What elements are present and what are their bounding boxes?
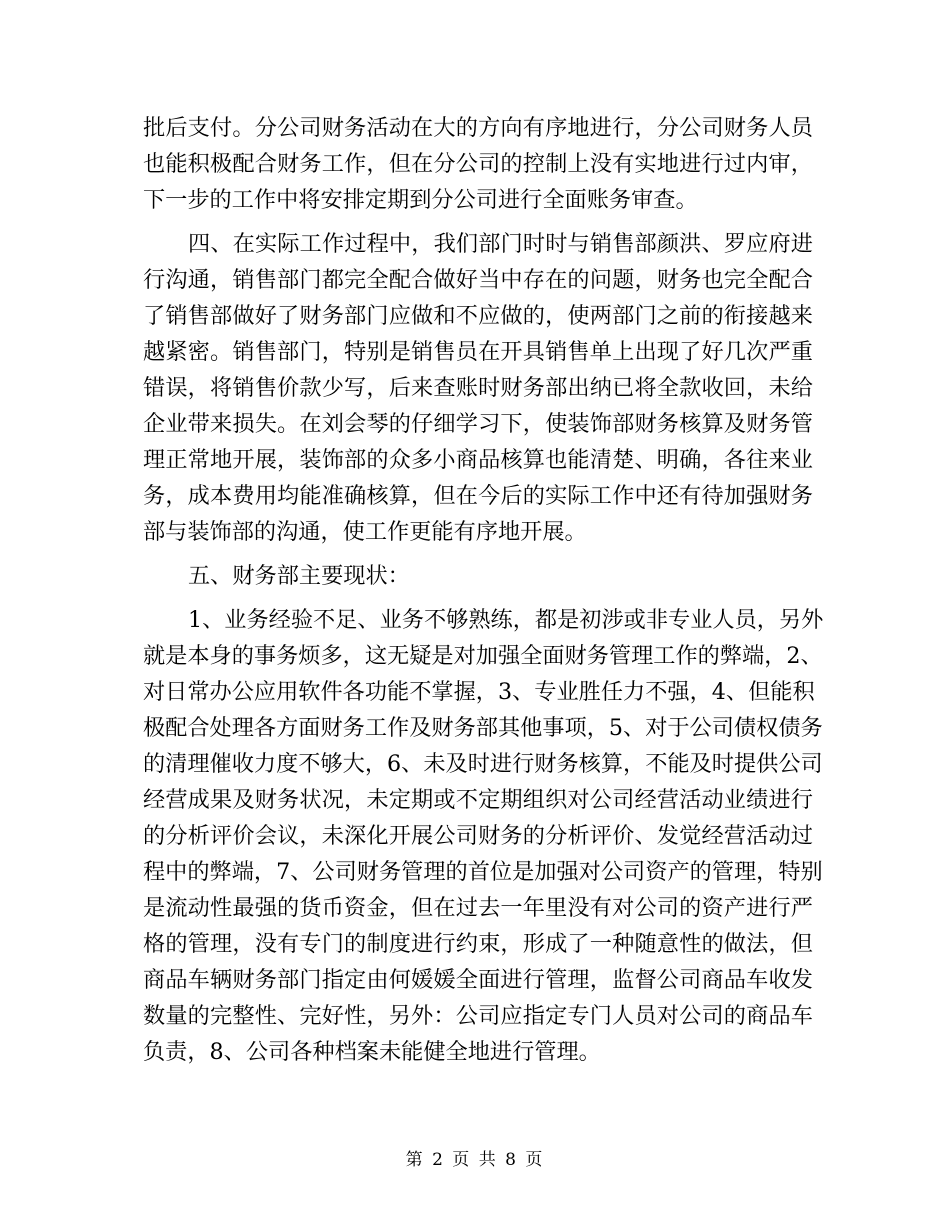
text-line: 负责，8、公司各种档案未能健全地进行管理。 [143,1039,601,1065]
text-line: 下一步的工作中将安排定期到分公司进行全面账务审查。 [143,187,698,213]
text-line: 理正常地开展，装饰部的众多小商品核算也能清楚、明确，各往来业 [143,447,813,473]
text-line: 是流动性最强的货币资金，但在过去一年里没有对公司的资产进行严 [143,895,813,921]
section-5-heading: 五、财务部主要现状： [188,563,410,589]
text-line: 错误，将销售价款少写，后来查账时财务部出纳已将全款收回，未给 [143,375,813,401]
text-line: 越紧密。销售部门，特别是销售员在开具销售单上出现了好几次严重 [143,339,813,365]
text-line: 商品车辆财务部门指定由何媛媛全面进行管理，监督公司商品车收发 [143,967,813,993]
text-line: 对日常办公应用软件各功能不掌握，3、专业胜任力不强，4、但能积 [143,679,815,705]
text-line: 批后支付。分公司财务活动在大的方向有序地进行，分公司财务人员 [143,115,813,141]
page-number-footer: 第 2 页 共 8 页 [405,1150,545,1170]
text-line: 经营成果及财务状况，未定期或不定期组织对公司经营活动业绩进行 [143,787,813,813]
text-line: 的清理催收力度不够大，6、未及时进行财务核算，不能及时提供公司 [143,751,823,777]
text-line: 程中的弊端，7、公司财务管理的首位是加强对公司资产的管理，特别 [143,859,823,885]
text-line: 行沟通，销售部门都完全配合做好当中存在的问题，财务也完全配合 [143,267,813,293]
text-line: 务，成本费用均能准确核算，但在今后的实际工作中还有待加强财务 [143,483,813,509]
text-line: 就是本身的事务烦多，这无疑是对加强全面财务管理工作的弊端，2、 [143,643,823,669]
text-line: 极配合处理各方面财务工作及财务部其他事项，5、对于公司债权债务 [143,715,823,741]
text-line: 了销售部做好了财务部门应做和不应做的，使两部门之前的衔接越来 [143,303,813,329]
paragraph-4-first-line: 四、在实际工作过程中，我们部门时时与销售部颜洪、罗应府进 [188,231,813,257]
text-line: 部与装饰部的沟通，使工作更能有序地开展。 [143,519,587,545]
text-line: 企业带来损失。在刘会琴的仔细学习下，使装饰部财务核算及财务管 [143,411,813,437]
text-line: 数量的完整性、完好性，另外：公司应指定专门人员对公司的商品车 [143,1003,813,1029]
text-line: 格的管理，没有专门的制度进行约束，形成了一种随意性的做法，但 [143,931,813,957]
text-line: 的分析评价会议，未深化开展公司财务的分析评价、发觉经营活动过 [143,823,813,849]
paragraph-5-first-line: 1、业务经验不足、业务不够熟练，都是初涉或非专业人员，另外 [188,607,824,633]
text-line: 也能积极配合财务工作，但在分公司的控制上没有实地进行过内审， [143,151,813,177]
